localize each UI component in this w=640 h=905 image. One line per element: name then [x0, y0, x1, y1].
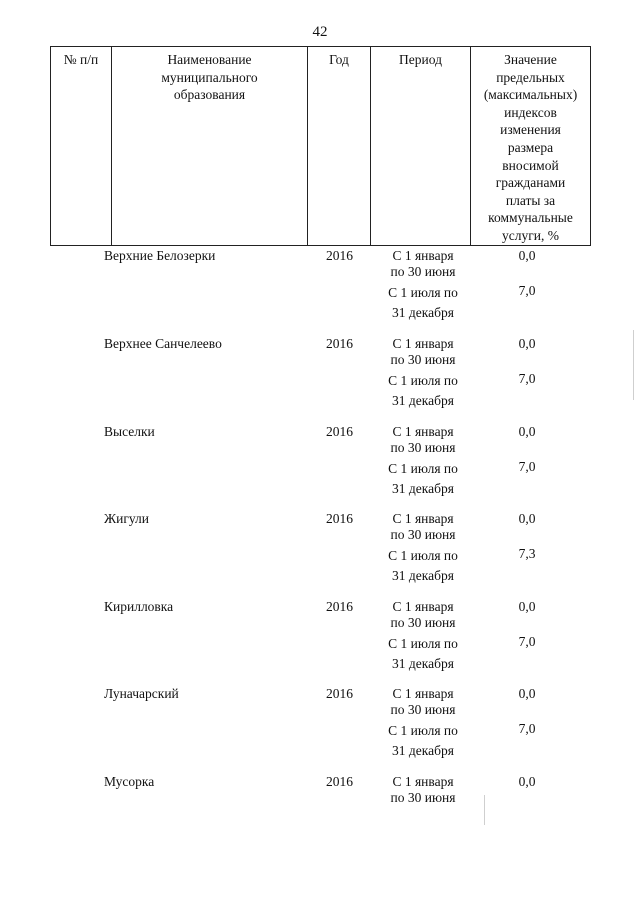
period-second-half	[378, 721, 468, 761]
table-row	[0, 248, 640, 328]
index-value: 0,0	[518, 774, 536, 789]
header-col-year	[308, 51, 370, 69]
header-col-number	[52, 51, 110, 69]
period-first-half	[378, 686, 468, 718]
period-second-half	[378, 546, 468, 586]
table-row	[0, 511, 640, 591]
scan-artifact	[484, 795, 485, 825]
table-row	[0, 336, 640, 416]
period-line: С 1 января	[392, 774, 454, 789]
period-line: 31 декабря	[392, 656, 454, 671]
header-col-value-line: услуги, %	[502, 227, 559, 243]
index-value: 0,0	[518, 336, 536, 351]
header-divider	[307, 47, 308, 245]
period-line: по 30 июня	[390, 264, 456, 279]
period-line: С 1 июля по	[388, 723, 458, 738]
header-col-value-line: гражданами	[495, 175, 566, 191]
period-line: С 1 января	[392, 424, 454, 439]
header-col-name	[112, 51, 307, 104]
period-second-half	[378, 283, 468, 323]
period-line: С 1 июля по	[388, 548, 458, 563]
index-value: 7,0	[518, 634, 536, 649]
period-second-half	[378, 371, 468, 411]
header-divider	[50, 47, 51, 245]
period-first-half	[378, 424, 468, 456]
header-divider	[370, 47, 371, 245]
header-col-value	[471, 51, 590, 245]
period-line: С 1 июля по	[388, 285, 458, 300]
header-col-name-line: муниципального	[161, 69, 258, 85]
settlement-name: Верхнее Санчелеево	[104, 336, 222, 351]
period-line: 31 декабря	[392, 743, 454, 758]
header-divider	[590, 47, 591, 245]
header-col-value-line: изменения	[500, 122, 561, 138]
year-cell: 2016	[326, 774, 353, 789]
period-line: по 30 июня	[390, 352, 456, 367]
period-line: С 1 января	[392, 686, 454, 701]
table-row	[0, 774, 640, 814]
header-col-value-line: размера	[507, 139, 554, 155]
period-line: по 30 июня	[390, 615, 456, 630]
header-col-name-line: образования	[173, 87, 246, 103]
header-col-period	[371, 51, 470, 69]
index-value: 7,0	[518, 721, 536, 736]
period-line: С 1 января	[392, 599, 454, 614]
index-value: 7,0	[518, 283, 536, 298]
period-line: 31 декабря	[392, 393, 454, 408]
period-line: С 1 июля по	[388, 461, 458, 476]
index-value: 0,0	[518, 599, 536, 614]
header-col-value-line: Значение	[504, 52, 557, 67]
period-line: С 1 января	[392, 336, 454, 351]
settlement-name: Жигули	[104, 511, 149, 526]
settlement-name: Верхние Белозерки	[104, 248, 216, 263]
header-col-value-line: (максимальных)	[483, 87, 578, 103]
index-value: 0,0	[518, 511, 536, 526]
index-value: 7,3	[518, 546, 536, 561]
year-cell: 2016	[326, 599, 353, 614]
index-value: 0,0	[518, 686, 536, 701]
period-line: С 1 июля по	[388, 373, 458, 388]
period-line: 31 декабря	[392, 481, 454, 496]
year-cell: 2016	[326, 424, 353, 439]
period-line: 31 декабря	[392, 305, 454, 320]
period-line: С 1 января	[392, 248, 454, 263]
header-col-value-line: коммунальные	[488, 210, 573, 226]
period-first-half	[378, 511, 468, 543]
year-cell: 2016	[326, 511, 353, 526]
year-cell: 2016	[326, 248, 353, 263]
period-line: по 30 июня	[390, 440, 456, 455]
header-col-period-text: Период	[399, 52, 442, 67]
index-value: 7,0	[518, 371, 536, 386]
page-number: 42	[312, 24, 328, 40]
year-cell: 2016	[326, 686, 353, 701]
table-row	[0, 686, 640, 766]
header-col-name-line: Наименование	[167, 52, 252, 67]
period-first-half	[378, 248, 468, 280]
period-line: С 1 июля по	[388, 636, 458, 651]
table-row	[0, 599, 640, 679]
period-line: по 30 июня	[390, 790, 456, 805]
header-col-value-line: предельных	[496, 69, 565, 85]
header-col-year-text: Год	[329, 52, 349, 67]
header-col-value-line: вносимой	[502, 157, 559, 173]
period-first-half	[378, 774, 468, 806]
index-value: 0,0	[518, 424, 536, 439]
period-first-half	[378, 599, 468, 631]
year-cell: 2016	[326, 336, 353, 351]
index-value: 0,0	[518, 248, 536, 263]
period-line: по 30 июня	[390, 702, 456, 717]
scan-artifact	[633, 330, 634, 400]
index-value: 7,0	[518, 459, 536, 474]
period-first-half	[378, 336, 468, 368]
period-second-half	[378, 634, 468, 674]
period-second-half	[378, 459, 468, 499]
period-line: С 1 января	[392, 511, 454, 526]
table-row	[0, 424, 640, 504]
period-line: 31 декабря	[392, 568, 454, 583]
header-col-number-text: № п/п	[63, 52, 99, 67]
settlement-name: Кирилловка	[104, 599, 174, 614]
header-col-value-line: индексов	[504, 104, 557, 120]
period-line: по 30 июня	[390, 527, 456, 542]
table-header	[50, 46, 591, 246]
settlement-name: Выселки	[104, 424, 155, 439]
header-col-value-line: платы за	[505, 192, 556, 208]
settlement-name: Луначарский	[104, 686, 179, 701]
settlement-name: Мусорка	[104, 774, 155, 789]
